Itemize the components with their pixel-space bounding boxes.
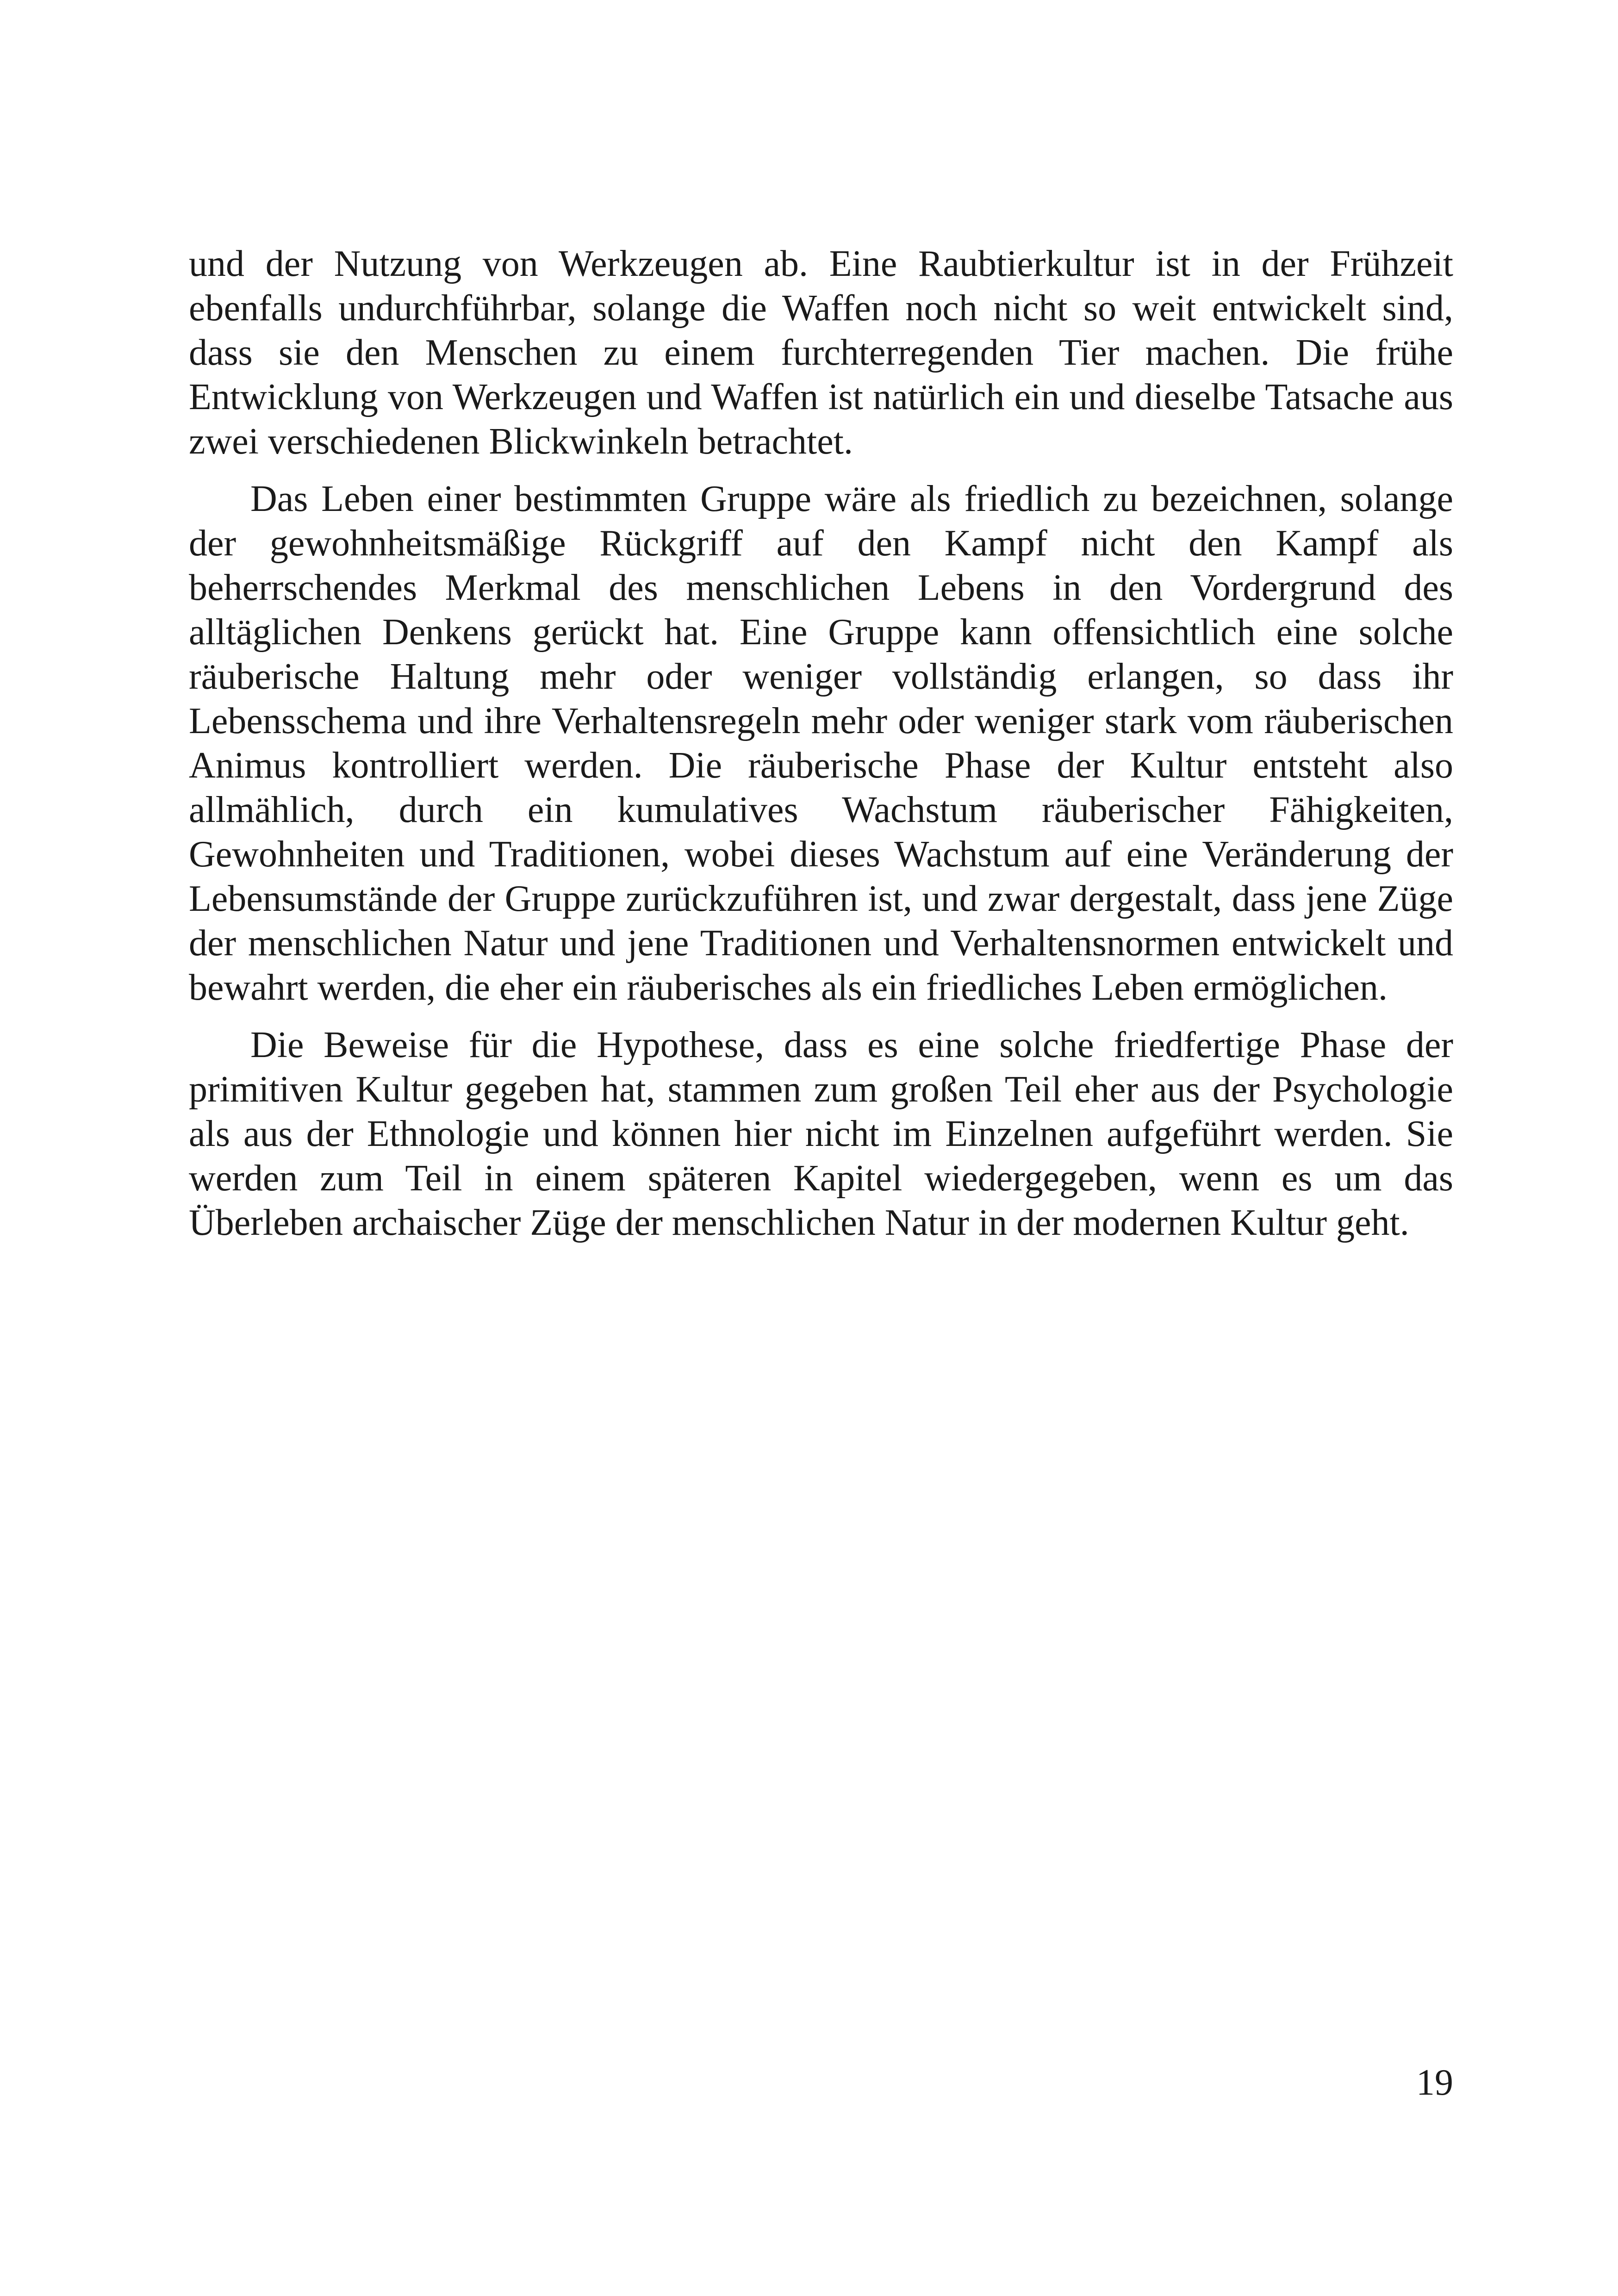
paragraph-2: Das Leben einer bestimmten Gruppe wäre als friedlich zu bezeichnen, solange der gewohnheitsmäßige Rückgriff auf den Kampf nicht den Kampf als beherrschendes Merkmal des menschlichen Lebens in den Vordergrund des alltäglichen Denkens gerückt hat. Eine Gruppe kann offensichtlich eine solche räuberische Haltung mehr oder weniger vollständig erlangen, so dass ihr Lebensschema und ihre Verhaltensregeln mehr oder weniger stark vom räuberischen Animus kontrolliert werden. Die räuberische Phase der Kultur entsteht also allmählich, durch ein kumulatives Wachstum räuberischer Fähigkeiten, Gewohnheiten und Traditionen, wobei dieses Wachstum auf eine Veränderung der Lebensumstände der Gruppe zurückzuführen ist, und zwar dergestalt, dass jene Züge der menschlichen Natur und jene Traditionen und Verhaltensnormen entwickelt und bewahrt werden, die eher ein räuberisches als ein friedliches Leben ermöglichen. bbox=[189, 479, 1453, 1008]
body-text bbox=[189, 242, 1453, 1258]
page-number: 19 bbox=[1416, 2062, 1453, 2103]
paragraph-3: Die Beweise für die Hypothese, dass es eine solche friedfertige Phase der primitiven Kultur gegeben hat, stammen zum großen Teil eher aus der Psychologie als aus der Ethnologie und können hier nicht im Einzelnen aufgeführt werden. Sie werden zum Teil in einem späteren Kapitel wiedergegeben, wenn es um das Überleben archaischer Züge der menschlichen Natur in der modernen Kultur geht. bbox=[189, 1025, 1453, 1243]
paragraph-1: und der Nutzung von Werkzeugen ab. Eine Raubtierkultur ist in der Frühzeit ebenfalls undurchführbar, solange die Waffen noch nicht so weit entwickelt sind, dass sie den Menschen zu einem furchterregenden Tier machen. Die frühe Entwicklung von Werkzeugen und Waffen ist natürlich ein und dieselbe Tatsache aus zwei verschiedenen Blickwinkeln betrachtet. bbox=[189, 243, 1453, 462]
